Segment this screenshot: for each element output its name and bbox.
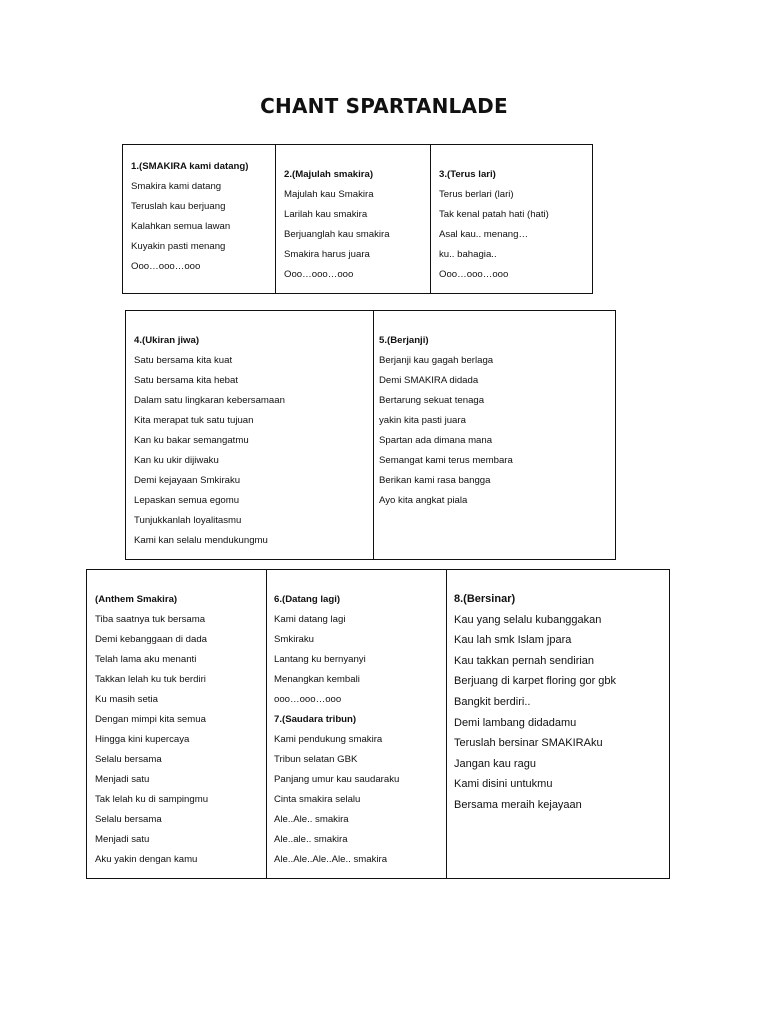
lyric-line: Ayo kita angkat piala [379, 495, 468, 506]
lyric-line: Jangan kau ragu [454, 757, 536, 770]
lyric-line: Ooo…ooo…ooo [131, 261, 201, 272]
song-heading: 6.(Datang lagi) [274, 594, 341, 605]
lyric-line: Berikan kami rasa bangga [379, 475, 491, 486]
lyric-line: Selalu bersama [95, 814, 162, 825]
lyric-line: Tak lelah ku di sampingmu [95, 794, 209, 805]
chant-table-1 [122, 144, 593, 294]
song-heading: 8.(Bersinar) [454, 593, 516, 605]
lyric-line: Satu bersama kita kuat [134, 355, 233, 366]
lyric-line: ku.. bahagia.. [439, 249, 497, 260]
chant-cell [275, 145, 430, 293]
lyric-line: Berjuanglah kau smakira [284, 229, 390, 240]
lyric-line: Ooo…ooo…ooo [439, 269, 509, 280]
lyric-line: Demi kejayaan Smkiraku [134, 475, 241, 486]
lyric-line: Majulah kau Smakira [284, 189, 374, 200]
lyric-line: Asal kau.. menang… [439, 229, 529, 240]
lyric-line: Kuyakin pasti menang [131, 241, 226, 252]
lyric-line: Ale..ale.. smakira [274, 834, 348, 845]
chant-table-2 [125, 310, 616, 560]
lyric-line: Tribun selatan GBK [274, 754, 358, 765]
chant-cell [446, 570, 669, 878]
lyric-line: Kita merapat tuk satu tujuan [134, 415, 254, 426]
lyric-line: Teruslah bersinar SMAKIRAku [454, 737, 603, 750]
lyric-line: ooo…ooo…ooo [274, 694, 342, 705]
lyric-line: Takkan lelah ku tuk berdiri [95, 674, 206, 685]
lyric-line: Lepaskan semua egomu [134, 495, 240, 506]
lyric-line: Bangkit berdiri.. [454, 695, 531, 708]
lyric-line: Semangat kami terus membara [379, 455, 513, 466]
lyric-line: Selalu bersama [95, 754, 162, 765]
lyric-line: Kami datang lagi [274, 614, 346, 625]
lyric-line: Ale..Ale..Ale..Ale.. smakira [274, 854, 388, 865]
lyric-line: Kau lah smk Islam jpara [454, 634, 572, 647]
chant-table-3 [86, 569, 670, 879]
lyric-line: Bertarung sekuat tenaga [379, 395, 485, 406]
lyric-line: Ale..Ale.. smakira [274, 814, 349, 825]
lyric-line: Menjadi satu [95, 774, 150, 785]
chant-cell [373, 311, 615, 559]
lyric-line: Kau yang selalu kubanggakan [454, 613, 602, 626]
lyric-line: Terus berlari (lari) [439, 189, 514, 200]
lyric-line: Kalahkan semua lawan [131, 221, 231, 232]
lyric-line: Kau takkan pernah sendirian [454, 654, 595, 667]
chant-cell [126, 311, 373, 559]
lyric-line: Ku masih setia [95, 694, 158, 705]
song-heading: 4.(Ukiran jiwa) [134, 335, 200, 346]
lyric-line: Menjadi satu [95, 834, 150, 845]
lyric-line: Kan ku bakar semangatmu [134, 435, 249, 446]
chant-cell [123, 145, 275, 293]
lyric-line: Ooo…ooo…ooo [284, 269, 354, 280]
song-heading: 3.(Terus lari) [439, 169, 496, 180]
lyric-line: Satu bersama kita hebat [134, 375, 238, 386]
song-heading: (Anthem Smakira) [95, 594, 178, 605]
song-heading: 1.(SMAKIRA kami datang) [131, 161, 249, 172]
lyric-line: Spartan ada dimana mana [379, 435, 493, 446]
lyric-line: Tiba saatnya tuk bersama [95, 614, 206, 625]
chant-cell [430, 145, 592, 293]
page-title: CHANT SPARTANLADE [260, 94, 508, 118]
lyric-line: Demi kebanggaan di dada [95, 634, 208, 645]
lyric-line: Smakira harus juara [284, 249, 370, 260]
lyric-line: Smkiraku [274, 634, 314, 645]
lyric-line: Bersama meraih kejayaan [454, 798, 582, 811]
chant-cell [266, 570, 446, 878]
lyric-line: Tunjukkanlah loyalitasmu [134, 515, 242, 526]
lyric-line: Berjuang di karpet floring gor gbk [454, 675, 617, 688]
lyric-line: Kami pendukung smakira [274, 734, 383, 745]
lyric-line: Berjanji kau gagah berlaga [379, 355, 494, 366]
lyric-line: Demi SMAKIRA didada [379, 375, 479, 386]
lyric-line: Kami disini untukmu [454, 778, 553, 791]
song-heading: 7.(Saudara tribun) [274, 714, 357, 725]
lyric-line: Teruslah kau berjuang [131, 201, 226, 212]
lyric-line: Cinta smakira selalu [274, 794, 361, 805]
lyric-line: Hingga kini kupercaya [95, 734, 190, 745]
lyric-line: yakin kita pasti juara [379, 415, 466, 426]
lyric-line: Dalam satu lingkaran kebersamaan [134, 395, 285, 406]
lyric-line: Kami kan selalu mendukungmu [134, 535, 268, 546]
lyric-line: Lantang ku bernyanyi [274, 654, 366, 665]
song-heading: 2.(Majulah smakira) [284, 169, 374, 180]
lyric-line: Menangkan kembali [274, 674, 360, 685]
lyric-line: Larilah kau smakira [284, 209, 368, 220]
lyric-line: Aku yakin dengan kamu [95, 854, 198, 865]
lyric-line: Kan ku ukir dijiwaku [134, 455, 219, 466]
lyric-line: Telah lama aku menanti [95, 654, 197, 665]
lyric-line: Smakira kami datang [131, 181, 222, 192]
chant-cell [87, 570, 266, 878]
lyric-line: Dengan mimpi kita semua [95, 714, 206, 725]
lyric-line: Panjang umur kau saudaraku [274, 774, 400, 785]
lyric-line: Demi lambang didadamu [454, 716, 577, 729]
lyric-line: Tak kenal patah hati (hati) [439, 209, 549, 220]
song-heading: 5.(Berjanji) [379, 335, 429, 346]
